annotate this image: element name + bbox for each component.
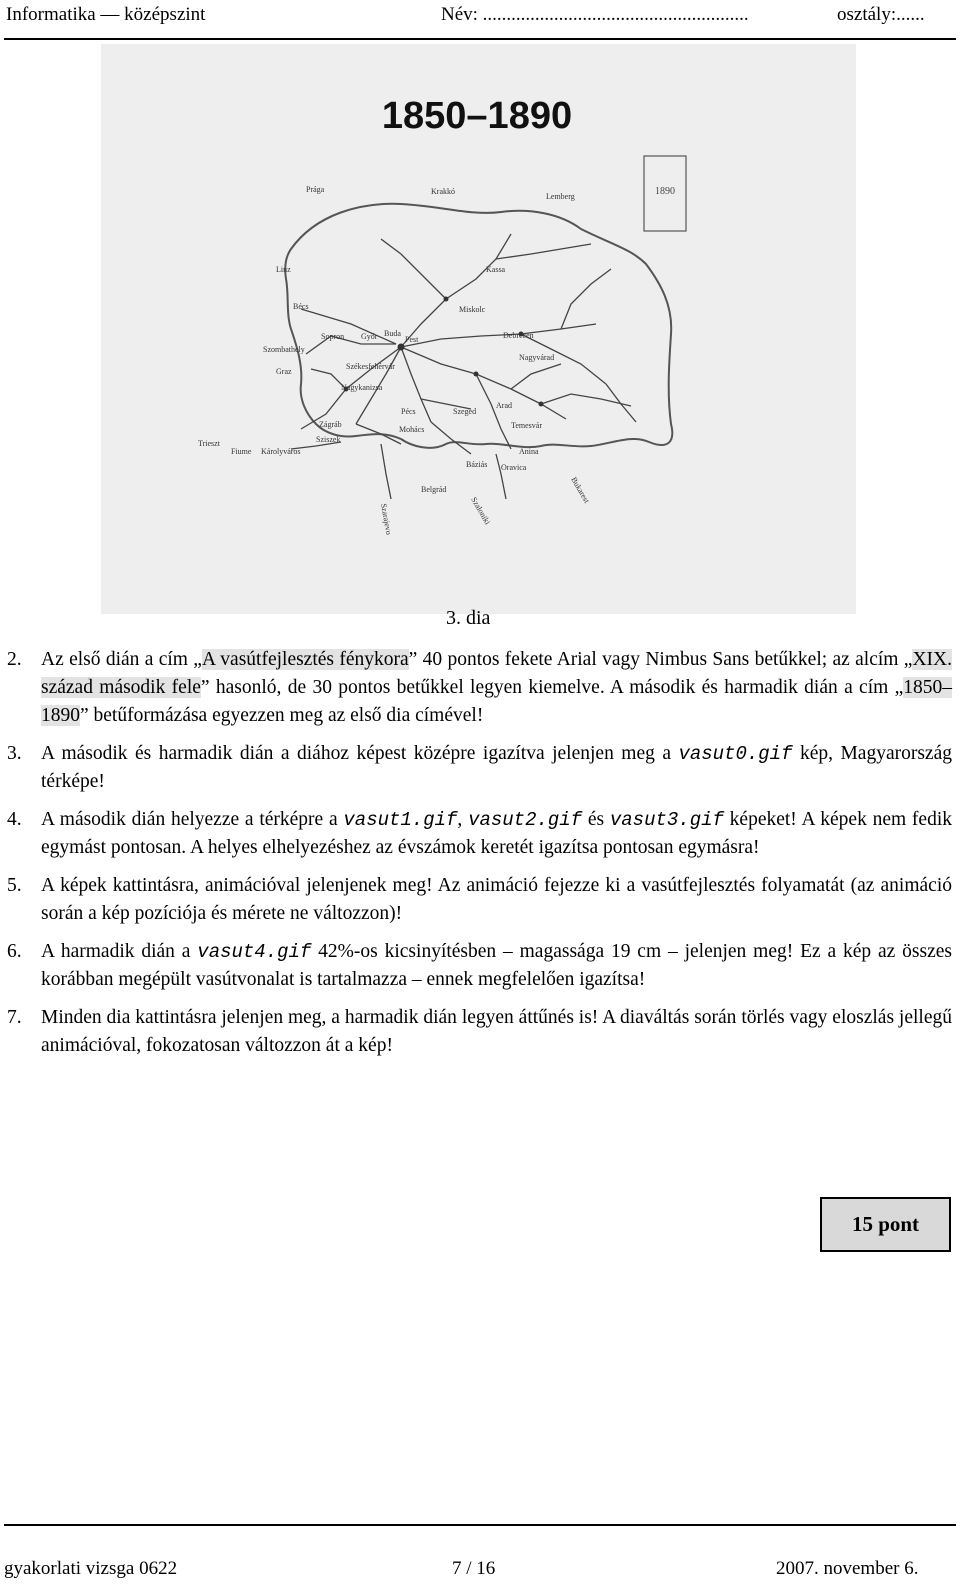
city-label: Linz [276,265,291,274]
city-label: Zágráb [319,420,342,429]
task-text: Minden dia kattintásra jelenjen meg, a harmadik dián legyen áttűnés is! A diaváltás során törlés vagy eloszlás jellegű animációval, fokozatosan változzon át a kép! [41,1007,952,1056]
highlighted-text: 1850–1890 [41,677,952,726]
city-label: Szaloniki [469,495,493,527]
task-item [7,806,952,862]
slide-caption: 3. dia [446,607,491,629]
task-text: és [582,809,610,830]
footer-exam-code: gyakorlati vizsga 0622 [4,1558,178,1579]
task-text: kép, Magyarország térképe! [41,743,952,792]
task-item [7,938,952,994]
city-label: Anina [519,447,539,456]
city-label: Fiume [231,447,252,456]
task-number: 6. [7,941,22,962]
task-item [7,740,952,796]
header-subject: Informatika — középszint [6,4,206,25]
city-label: Prága [306,185,325,194]
city-label: Lemberg [546,192,575,201]
task-text: ” 40 pontos fekete Arial vagy Nimbus Sans betűkkel; az alcím „ [408,649,913,670]
city-label: Bécs [293,302,309,311]
task-number: 7. [7,1007,22,1028]
file-name: vasut4.gif [197,941,312,963]
city-label: Krakkó [431,187,455,196]
city-label: Pest [405,335,419,344]
city-label: Miskolc [459,305,486,314]
city-label: Oravica [501,463,527,472]
city-label: Nagykanizsa [341,383,383,392]
task-text: képeket! A képek nem fedik egymást pontosan. A helyes elhelyezéshez az évszámok keretét igazítsa pontosan egymásra! [41,809,952,858]
city-label: Temesvár [511,421,542,430]
city-label: Pécs [401,407,416,416]
header-name-field: Név: ........................................................ [441,4,749,25]
footer-date: 2007. november 6. [776,1558,919,1579]
city-label: Buda [384,329,401,338]
city-label: Graz [276,367,292,376]
city-label: Trieszt [198,439,220,448]
task-number: 3. [7,743,22,764]
city-label: Debrecen [503,331,534,340]
task-item [7,1004,952,1060]
city-label: Székesfehérvár [346,362,395,371]
header-rule [4,38,956,40]
highlighted-text: XIX. század második fele [41,649,952,698]
task-text: A második dián helyezze a térképre a [41,809,344,830]
task-number: 5. [7,875,22,896]
railway-map [101,44,856,614]
city-label: Nagyvárad [519,353,555,362]
year-box-label: 1890 [655,186,675,197]
city-label: Bukarest [569,475,592,505]
task-text: , [457,809,469,830]
task-text: 42%-os kicsinyítésben – magassága 19 cm – jelenjen meg! Ez a kép az összes korábban megépült vasútvonalat is tartalmazza – ennek megfelelően igazítsa! [41,941,952,990]
points-box: 15 pont [820,1197,951,1252]
city-label: Belgrád [421,485,447,494]
city-label: Sopron [321,332,345,341]
city-label: Győr [361,332,378,341]
city-label: Szarajevo [379,502,394,536]
task-text: A képek kattintásra, animációval jelenjenek meg! Az animáció fejezze ki a vasútfejlesztés folyamatát (az animáció során a kép pozíciója és mérete ne változzon)! [41,875,952,924]
city-label: Szombathely [263,345,305,354]
slide-image [101,44,856,614]
task-text: ” betűformázása egyezzen meg az első dia címével! [80,705,484,726]
footer-rule [4,1524,956,1526]
task-text: A harmadik dián a [41,941,198,962]
header-class-field: osztály:...... [837,4,925,25]
city-label: Arad [496,401,512,410]
slide-title: 1850–1890 [381,95,573,137]
city-label: Kassa [486,265,506,274]
file-name: vasut1.gif [343,809,458,831]
city-label: Károlyváros [261,447,301,456]
task-number: 2. [7,649,22,670]
task-item [7,872,952,928]
task-text: Az első dián a cím „ [41,649,202,670]
city-label: Mohács [399,425,425,434]
file-name: vasut3.gif [609,809,724,831]
file-name: vasut2.gif [468,809,583,831]
city-label: Szeged [453,407,477,416]
file-name: vasut0.gif [678,743,793,765]
task-list [7,646,952,1070]
task-text: ” hasonló, de 30 pontos betűkkel legyen kiemelve. A második és harmadik dián a cím „ [200,677,904,698]
city-label: Báziás [466,460,488,469]
task-item [7,646,952,730]
footer-page-number: 7 / 16 [452,1558,496,1579]
highlighted-text: A vasútfejlesztés fénykora [201,649,409,670]
task-text: A második és harmadik dián a diához képest középre igazítva jelenjen meg a [41,743,679,764]
city-label: Sziszek [316,435,341,444]
task-number: 4. [7,809,22,830]
